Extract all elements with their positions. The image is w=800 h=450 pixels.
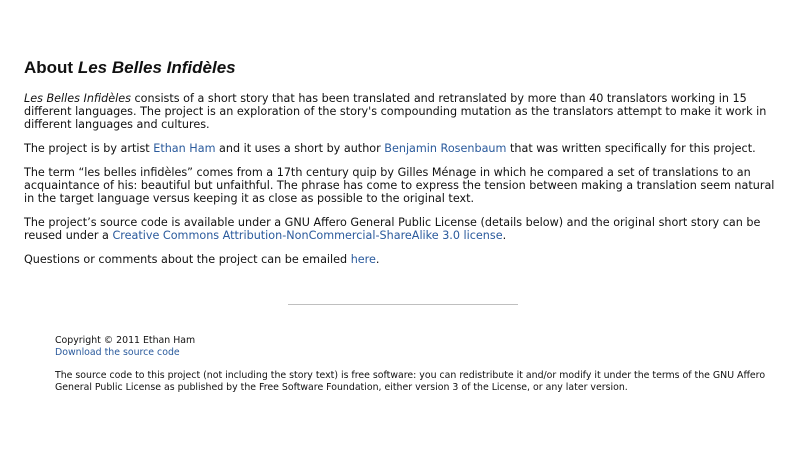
footer <box>55 335 785 393</box>
email-link[interactable]: here <box>350 253 376 266</box>
title-work: Les Belles Infidèles <box>77 58 236 77</box>
license-text-2: . <box>502 229 507 242</box>
creative-commons-link[interactable]: Creative Commons Attribution-NonCommercial-ShareAlike 3.0 license <box>112 229 503 242</box>
credits-paragraph <box>24 142 786 155</box>
divider <box>288 304 518 305</box>
ethan-ham-link[interactable]: Ethan Ham <box>153 142 216 155</box>
page-title <box>24 58 786 78</box>
work-title-inline: Les Belles Infidèles <box>24 92 131 105</box>
credits-text-3: that was written specifically for this project. <box>506 142 756 155</box>
license-paragraph <box>24 216 786 242</box>
benjamin-rosenbaum-link[interactable]: Benjamin Rosenbaum <box>384 142 507 155</box>
intro-text: consists of a short story that has been translated and retranslated by more than 40 translators working in 15 different languages. The project is an exploration of the story's compounding mutation as the translators attempt to make it work in different languages and cultures. <box>24 92 767 131</box>
download-source-link[interactable]: Download the source code <box>55 346 180 358</box>
intro-paragraph <box>24 92 786 131</box>
title-prefix: About <box>24 58 78 77</box>
credits-text-2: and it uses a short by author <box>215 142 385 155</box>
credits-text-1: The project is by artist <box>24 142 154 155</box>
gnu-license-notice: The source code to this project (not including the story text) is free software: you can redistribute it and/or modify it under the terms of the GNU Affero General Public License as published by the Free Software Foundation, either version 3 of the License, or any later version. <box>55 370 766 393</box>
copyright-text: Copyright © 2011 Ethan Ham <box>55 335 196 346</box>
contact-text-2: . <box>375 253 380 266</box>
contact-text-1: Questions or comments about the project can be emailed <box>24 253 351 266</box>
term-paragraph: The term “les belles infidèles” comes from a 17th century quip by Gilles Ménage in which he compared a set of translations to an acquaintance of his: beautiful but unfaithful. The phrase has come to express the tension between making a translation seem natural in the target language versus keeping it as close as possible to the original text. <box>24 166 775 205</box>
contact-paragraph <box>24 253 786 266</box>
about-section <box>24 58 786 277</box>
license-text-1: The project’s source code is available under a GNU Affero General Public License (details below) and the original short story can be reused under a <box>24 216 761 242</box>
